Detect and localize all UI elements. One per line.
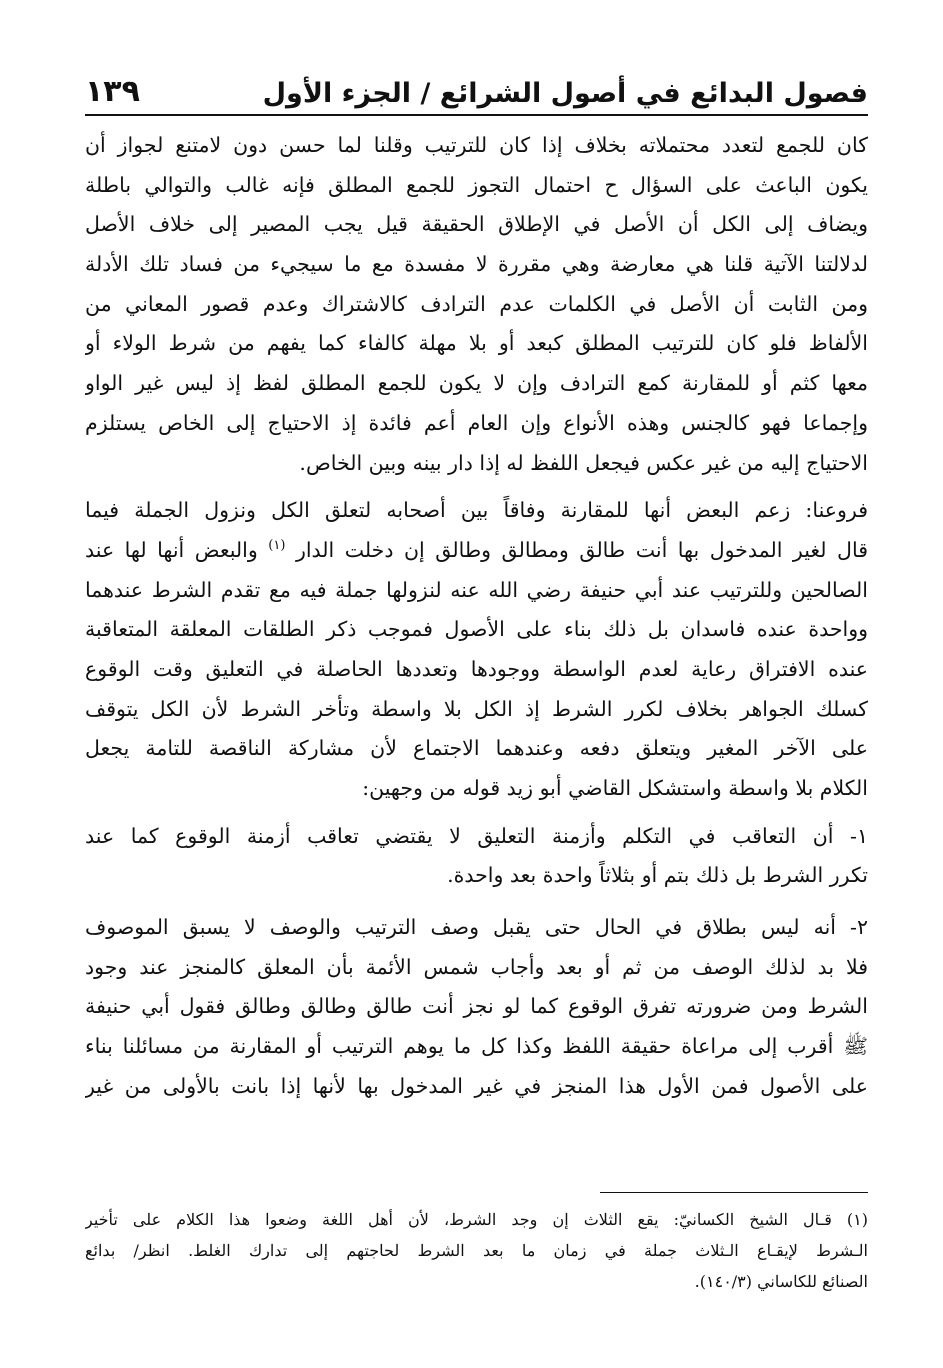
text-line: لدلالتنا الآتية قلنا هي معارضة وهي مقررة لا مفسدة مع ما سيجيء من فساد تلك الأدلة [85,252,868,277]
footnote-reference[interactable]: (١) [268,538,286,554]
page-number: ١٣٩ [85,74,140,109]
text-line: الصالحين وللترتيب عند أبي حنيفة رضي الله عنه لنزولها جملة فيه مع تقدم الشرط عندهما [85,577,868,602]
paragraph-4 [85,908,868,1106]
footnote [85,1204,868,1297]
text-line: على الأصول فمن الأول هذا المنجز في غير المدخول بها لأنها إذا بانت بالأولى من غير [85,1073,868,1098]
footnote-divider [600,1192,868,1193]
text-line: الكلام بلا واسطة واستشكل القاضي أبو زيد قوله من وجهين: [362,776,868,800]
line-start: قال لغير المدخول بها أنت طالق ومطالق وطالق إن دخلت الدار [295,537,868,562]
footnote-line: (١) قـال الشيخ الكسانيّ: يقع الثلاث إن وجد الشرط، لأن أهل اللغة وضعوا هذا الكلام على تأخير [85,1210,868,1229]
running-header [85,58,868,116]
text-line: على الآخر المغير ويتعلق دفعه وعندهما الاجتماع لأن مشاركة الناقصة للتامة يجعل [85,736,868,761]
text-line: الاحتياج إليه من غير عكس فيجعل اللفظ له إذا دار بينه وبين الخاص. [299,450,868,475]
body-text [85,126,868,1107]
text-line-with-footnote [85,531,868,571]
text-line: فروعنا: زعم البعض أنها للمقارنة وفاقاً بين أصحابه لتعلق الكل ونزول الجملة فيما [85,498,868,523]
text-line: يكون الباعث على السؤال ح احتمال التجوز للجمع المطلق فإنه غالب والتوالي باطلة [85,172,868,197]
text-line: وواحدة عنده فاسدان بل ذلك بناء على الأصول فموجب ذكر الطلقات المعلقة المتعاقبة [85,617,868,642]
text-line: وإجماعا فهو كالجنس وهذه الأنواع وإن العام أعم فائدة إذ الاحتياج إلى الخاص يستلزم [85,410,868,435]
text-line: ﷺ أقرب إلى مراعاة حقيقة اللفظ وكذا كل ما يوهم الترتيب أو المقارنة من مسائلنا بناء [85,1034,868,1059]
text-line: كسلك الجواهر بخلاف لكرر الشرط إذ الكل بلا واسطة وتأخر الشرط لأن الكل يتوقف [85,696,868,721]
paragraph-1 [85,126,868,483]
text-line: ويضاف إلى الكل أن الأصل في الإطلاق الحقيقة قيل يجب المصير إلى خلاف الأصل [85,212,868,237]
text-line: ١- أن التعاقب في التكلم وأزمنة التعليق لا يقتضي تعاقب أزمنة الوقوع كما عند [85,823,868,848]
text-line: الألفاظ فلو كان للترتيب المطلق كبعد أو بلا مهلة كالفاء كما يفهم من شرط الولاء أو [85,331,868,356]
text-line: فلا بد لذلك الوصف من ثم أو بعد وأجاب شمس الأئمة بأن المعلق كالمنجز عند وجود [85,954,868,979]
paragraph-2 [85,491,868,809]
footnote-line: الـشرط لإيقـاع الـثلاث جملة في زمان ما بعد الشرط لحاجتهم إلى تدارك الغلط. انظر/ بدائع [85,1241,868,1260]
line-end: والبعض أنها لها عند [85,537,258,562]
footnote-line: الصنائع للكاساني (١٤٠/٣). [694,1272,868,1291]
text-line: ٢- أنه ليس بطلاق في الحال حتى يقبل وصف الترتيب والوصف لا يسبق الموصوف [85,915,868,940]
text-line: تكرر الشرط بل ذلك بتم أو بثلاثاً واحدة بعد واحدة. [447,863,868,888]
text-line: معها كثم أو للمقارنة كمع الترادف وإن لا يكون للجمع المطلق لفظ إذ ليس غير الواو [85,371,868,396]
text-line: كان للجمع لتعدد محتملاته بخلاف إذا كان للترتيب وقلنا لما حسن دون لامتنع لجواز أن [85,133,868,157]
paragraph-3 [85,817,868,896]
text-line: الشرط ومن ضرورته تفرق الوقوع كما لو نجز أنت طالق وطالق وطالق فقول أبي حنيفة [85,994,868,1019]
book-title: فصول البدائع في أصول الشرائع / الجزء الأول [262,77,868,109]
text-line: ومن الثابت أن الأصل في الكلمات عدم الترادف كالاشتراك وعدم قصور المعاني من [85,291,868,316]
text-line: عنده الافتراق رعاية لعدم الواسطة ووجودها وتعددها الحاصلة في التعليق وقت الوقوع [85,656,868,681]
